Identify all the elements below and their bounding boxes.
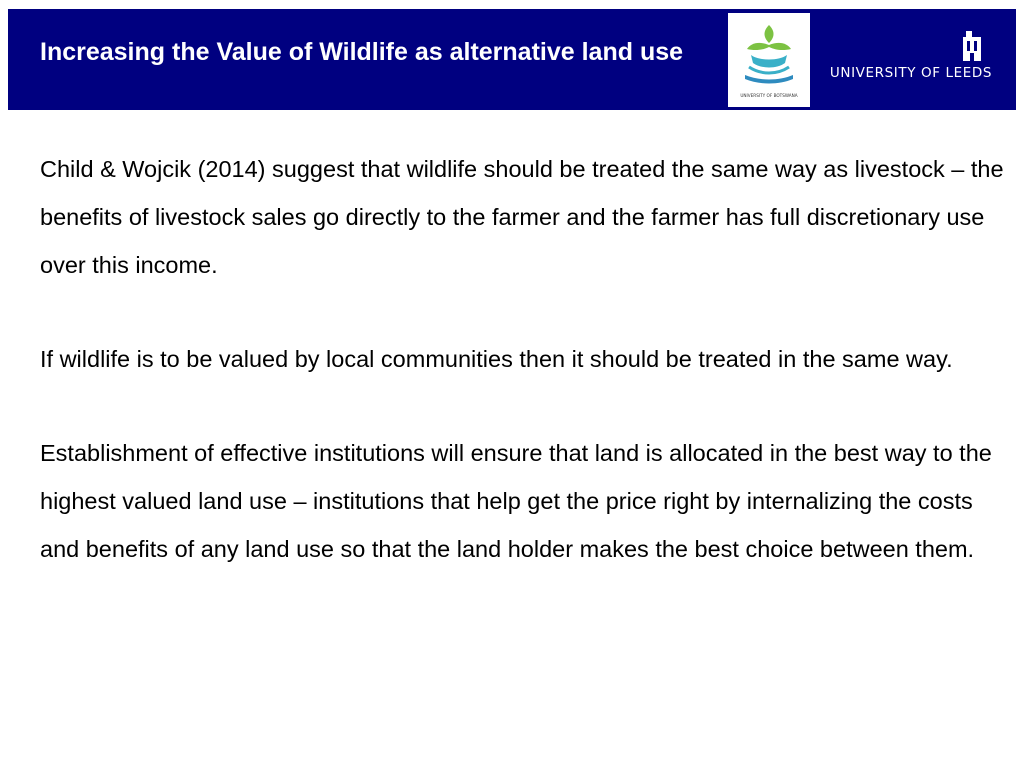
slide-body <box>40 145 1004 619</box>
university-of-botswana-logo <box>728 13 810 107</box>
university-of-botswana-crest-icon <box>733 17 805 103</box>
university-of-leeds-crest-icon <box>953 29 987 63</box>
body-paragraph: Child & Wojcik (2014) suggest that wildlife should be treated the same way as livestock – the benefits of livestock sales go directly to the farmer and the farmer has full discretionary use over this income. <box>40 156 1004 278</box>
body-paragraph: Establishment of effective institutions will ensure that land is allocated in the best way to the highest valued land use – institutions that help get the price right by internalizing the costs and benefits of any land use so that the land holder makes the best choice between them. <box>40 440 992 562</box>
body-paragraph: If wildlife is to be valued by local communities then it should be treated in the same way. <box>40 346 953 372</box>
university-of-botswana-logo-text: UNIVERSITY OF BOTSWANA <box>740 93 798 98</box>
university-of-leeds-name: UNIVERSITY OF LEEDS <box>829 65 992 81</box>
slide-title: Increasing the Value of Wildlife as alternative land use <box>40 38 684 66</box>
title-bar <box>8 9 1016 110</box>
